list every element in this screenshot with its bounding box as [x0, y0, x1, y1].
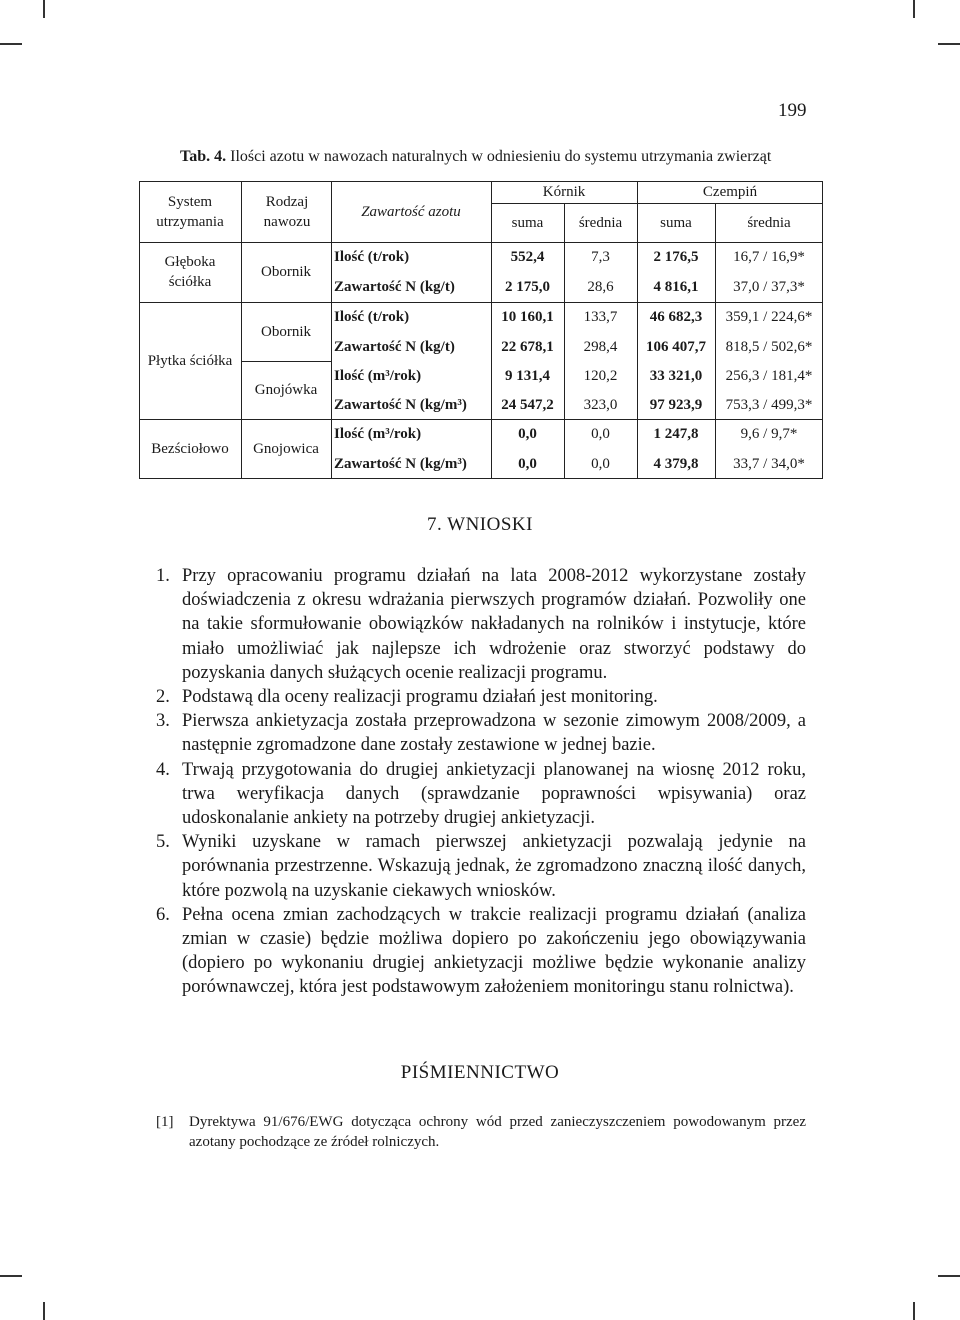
- czempin-suma-cell: 4 816,1: [653, 279, 699, 295]
- conclusion-item: [156, 564, 806, 685]
- crop-mark: [43, 1302, 45, 1320]
- reference-number: [1]: [156, 1114, 174, 1130]
- nawoz-cell: Gnojowica: [253, 441, 319, 457]
- conclusion-text: Wyniki uzyskane w ramach pierwszej ankietyzacji pozwalają jedynie na porównania przestrzenne. Wskazują jednak, że zgromadzono znaczną ilość danych, które pozwolą na uzyskanie ciekawych wniosków.: [182, 832, 806, 901]
- references-title: PIŚMIENNICTWO: [400, 1062, 560, 1083]
- page-number: 199: [778, 100, 807, 121]
- czempin-srednia-cell: 256,3 / 181,4*: [725, 367, 813, 384]
- czempin-srednia-cell: 753,3 / 499,3*: [725, 396, 813, 413]
- conclusion-text: Pierwsza ankietyzacja została przeprowadzona w sezonie zimowym 2008/2009, a następnie zgromadzone dane zostały zestawione w jednej bazie.: [182, 711, 806, 756]
- crop-mark: [938, 43, 960, 45]
- kornik-suma-cell: 9 131,4: [505, 367, 550, 384]
- row-label: Ilość (m³/rok): [334, 426, 422, 442]
- nawoz-cell: Obornik: [261, 323, 311, 340]
- czempin-suma-cell: 97 923,9: [649, 396, 703, 413]
- crop-mark: [0, 1275, 22, 1277]
- czempin-suma-cell: 106 407,7: [646, 338, 706, 355]
- kornik-suma-cell: 24 547,2: [501, 396, 554, 413]
- conclusion-item: [156, 758, 806, 831]
- row-label: Zawartość N (kg/m³): [334, 396, 467, 413]
- conclusion-number: 1.: [156, 566, 170, 586]
- nitrogen-table: [139, 181, 823, 479]
- czempin-srednia-cell: 359,1 / 224,6*: [725, 309, 813, 325]
- references-list: [156, 1112, 806, 1152]
- kornik-srednia-cell: 0,0: [591, 426, 610, 442]
- row-label: Ilość (m³/rok): [334, 367, 422, 384]
- conclusion-item: [156, 685, 806, 709]
- czempin-srednia-cell: 16,7 / 16,9*: [733, 249, 805, 265]
- czempin-suma-cell: 33 321,0: [649, 367, 703, 384]
- conclusion-item: [156, 709, 806, 757]
- kornik-suma-cell: 2 175,0: [505, 279, 550, 295]
- table-caption: [180, 148, 771, 166]
- conclusion-number: 3.: [156, 711, 170, 732]
- row-label: Zawartość N (kg/m³): [334, 456, 467, 472]
- kornik-suma-cell: 0,0: [518, 456, 537, 472]
- conclusions-title: 7. WNIOSKI: [427, 514, 533, 535]
- header-rodzaj: Rodzaj nawozu: [263, 194, 311, 230]
- czempin-srednia-cell: 9,6 / 9,7*: [740, 426, 798, 442]
- conclusion-item: [156, 903, 806, 1000]
- czempin-suma-cell: 46 682,3: [649, 309, 703, 325]
- conclusion-text: Pełna ocena zmian zachodzących w trakcie realizacji programu działań (analiza zmian w czasie) będzie możliwa dopiero po zakończeniu jego obowiązywania (dopiero po wykonaniu drugiej ankietyzacji możliwe będzie wykonanie analizy porównawczej, która jest podstawowym założeniem monitoringu stanu rolnictwa).: [182, 904, 806, 998]
- reference-item: [156, 1112, 806, 1152]
- conclusion-number: 4.: [156, 759, 170, 780]
- header-system: System utrzymania: [156, 194, 224, 230]
- kornik-srednia-cell: 133,7: [583, 309, 618, 325]
- kornik-suma-cell: 552,4: [510, 249, 545, 265]
- kornik-srednia-cell: 323,0: [583, 396, 618, 413]
- system-cell: Płytka ściółka: [147, 352, 233, 369]
- caption-text: Ilości azotu w nawozach naturalnych w odniesieniu do systemu utrzymania zwierząt: [230, 148, 772, 165]
- row-label: Ilość (t/rok): [334, 249, 410, 265]
- conclusion-number: 5.: [156, 832, 170, 853]
- header-srednia: średnia: [578, 215, 623, 231]
- conclusion-text: Przy opracowaniu programu działań na lata 2008-2012 wykorzystane zostały doświadczenia z okresu wdrażania pierwszych programów działań. Pozwoliły one na takie sformułowanie obowiązków nakładanych na rolników i instytucje, które miało umożliwiać jak najlepsze ich wdrożenie oraz stworzyć podstawy do pozyskania danych służących ocenie realizacji programu.: [182, 566, 806, 683]
- kornik-srednia-cell: 120,2: [583, 367, 618, 384]
- conclusion-number: 2.: [156, 687, 170, 708]
- crop-mark: [913, 0, 915, 18]
- czempin-srednia-cell: 33,7 / 34,0*: [733, 456, 805, 472]
- nawoz-cell: Obornik: [261, 264, 311, 280]
- conclusion-text: Trwają przygotowania do drugiej ankietyzacji planowanej na wiosnę 2012 roku, trwa weryfikacja danych (sprawdzanie poprawności wpisywania) oraz udoskonalanie ankiety na potrzeby drugiej ankietyzacji.: [182, 759, 806, 829]
- conclusion-text: Podstawą dla oceny realizacji programu działań jest monitoring.: [182, 687, 658, 708]
- header-czempin: Czempiń: [702, 184, 758, 200]
- header-kornik: Kórnik: [542, 184, 586, 200]
- czempin-srednia-cell: 37,0 / 37,3*: [733, 279, 805, 295]
- reference-text: Dyrektywa 91/676/EWG dotycząca ochrony wód przed zanieczyszczeniem powodowanym przez azotany pochodzące ze źródeł rolniczych.: [189, 1114, 806, 1150]
- system-cell: Głęboka ściółka: [164, 254, 216, 290]
- kornik-srednia-cell: 28,6: [587, 279, 614, 295]
- nawoz-cell: Gnojówka: [254, 382, 318, 398]
- kornik-suma-cell: 22 678,1: [501, 338, 554, 355]
- kornik-srednia-cell: 298,4: [583, 338, 618, 355]
- czempin-srednia-cell: 818,5 / 502,6*: [725, 338, 813, 355]
- crop-mark: [938, 1275, 960, 1277]
- conclusions-list: [156, 564, 806, 1000]
- header-suma: suma: [511, 215, 544, 231]
- row-label: Zawartość N (kg/t): [334, 338, 455, 355]
- crop-mark: [913, 1302, 915, 1320]
- row-label: Zawartość N (kg/t): [334, 279, 455, 295]
- czempin-suma-cell: 1 247,8: [653, 426, 699, 442]
- czempin-suma-cell: 4 379,8: [653, 456, 699, 472]
- kornik-srednia-cell: 0,0: [591, 456, 610, 472]
- czempin-suma-cell: 2 176,5: [653, 249, 699, 265]
- conclusion-item: [156, 830, 806, 903]
- kornik-srednia-cell: 7,3: [591, 249, 610, 265]
- conclusion-number: 6.: [156, 904, 170, 925]
- header-srednia: średnia: [747, 215, 791, 231]
- kornik-suma-cell: 10 160,1: [501, 309, 554, 325]
- crop-mark: [43, 0, 45, 18]
- header-zawartosc: Zawartość azotu: [361, 203, 461, 220]
- kornik-suma-cell: 0,0: [518, 426, 537, 442]
- caption-label: Tab. 4.: [180, 148, 227, 165]
- system-cell: Bezściołowo: [151, 441, 229, 457]
- crop-mark: [0, 43, 22, 45]
- header-suma: suma: [660, 215, 692, 231]
- row-label: Ilość (t/rok): [334, 309, 410, 325]
